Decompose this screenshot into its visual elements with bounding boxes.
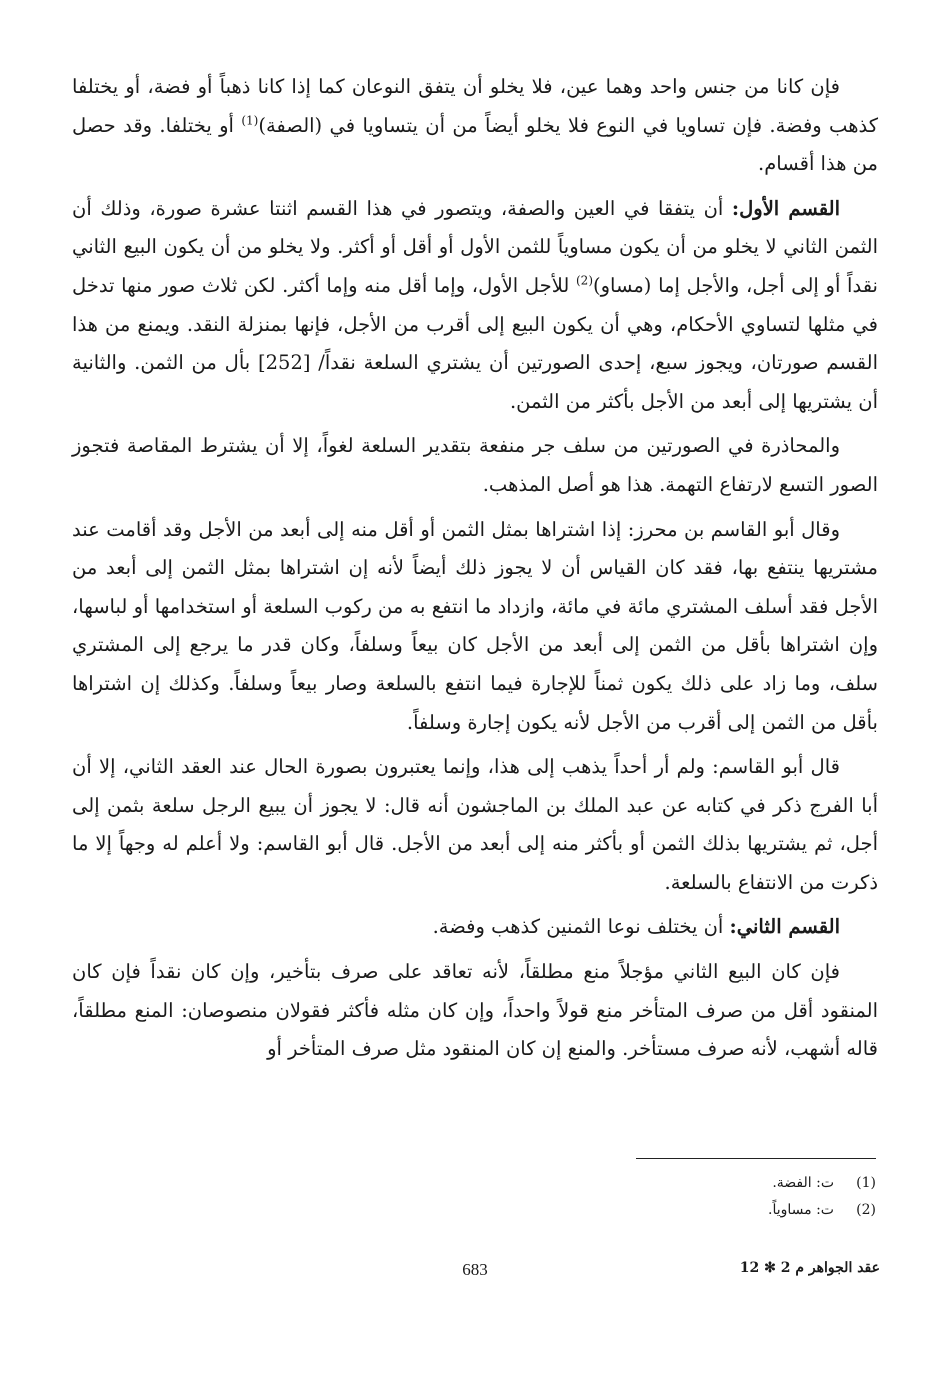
footnote-text: ت: مساوياً. <box>768 1202 834 1218</box>
footnote-ref-1: (1) <box>241 113 259 128</box>
footnote-1 <box>560 1170 876 1197</box>
footnote-number: (2) <box>856 1202 876 1218</box>
segment: أن يختلف نوعا الثمنين كذهب وفضة. <box>432 915 730 939</box>
segment: أن يتفقا في العين والصفة، ويتصور في هذا القسم اثنتا عشرة صورة، وذلك أن الثمن الثاني لا يخلو من أن يكون مساوياً للثمن الأول أو أقل أو أكثر. ولا يخلو من أن يكون البيع الثاني نقداً أو إلى أجل، والأجل إما (مساو) <box>72 196 878 297</box>
paragraph-6 <box>72 908 878 947</box>
paragraph-1 <box>72 68 878 184</box>
paragraph-7 <box>72 953 878 1069</box>
footnote-2 <box>560 1197 876 1224</box>
segment: قال أبو القاسم: ولم أر أحداً يذهب إلى هذا، وإنما يعتبرون بصورة الحال عند العقد الثاني، إلا أن أبا الفرج ذكر في كتابه عن عبد الملك بن الماجشون أنه قال: لا يجوز أن يبيع الرجل سلعة بثمن إلى أجل، ثم يشتريها بذلك الثمن أو بأكثر منه إلى أبعد من الأجل. قال أبو القاسم: ولا أعلم له وجهاً إلا ما ذكرت من الانتفاع بالسلعة. <box>72 755 878 894</box>
footnote-text: ت: الفضة. <box>772 1175 834 1191</box>
paragraph-5 <box>72 748 878 902</box>
section-title-first: القسم الأول: <box>731 196 841 220</box>
segment: فإن كان البيع الثاني مؤجلاً منع مطلقاً، لأنه تعاقد على صرف بتأخير، وإن كان نقداً فإن كان المنقود أقل من صرف المتأخر منع قولاً واحداً، وإن كان مثله فأكثر فقولان منصوصان: المنع مطلقاً، قاله أشهب، لأنه صرف مستأخر. والمنع إن كان المنقود مثل صرف المتأخر أو <box>72 960 878 1061</box>
segment: فإن كانا من جنس واحد وهما عين، فلا يخلو أن يتفق النوعان كما إذا كانا ذهباً أو فضة، أو يختلفا كذهب وفضة. فإن تساويا في النوع فلا يخلو أيضاً من أن يتساويا في (الصفة) <box>72 75 878 137</box>
section-title-second: القسم الثاني: <box>729 915 840 939</box>
segment: والمحاذرة في الصورتين من سلف جر منفعة بتقدير السلعة لغواً، إلا أن يشترط المقاصة فتجوز الصور التسع لارتفاع التهمة. هذا هو أصل المذهب. <box>72 434 878 496</box>
segment: وقال أبو القاسم بن محرز: إذا اشتراها بمثل الثمن أو أقل منه إلى أبعد من الأجل وقد أقامت عند مشتريها ينتفع بها، فقد كان القياس أن لا يجوز ذلك أيضاً لأنه إن اشتراها بمثل الثمن إلى أبعد من الأجل فقد أسلف المشتري مائة في مائة، وازداد ما انتفع به من ركوب السلعة أو استخدامها أو لباسها، وإن اشتراها بأقل من الثمن إلى أبعد من الأجل كان بيعاً وسلفاً، وكان قدر ما يرجع إلى المشتري سلف، وما زاد على ذلك يكون ثمناً للإجارة فيما انتفع بالسلعة وصار بيعاً وسلفاً. وكذلك إن اشتراها بأقل من الثمن إلى أقرب من الأجل لأنه يكون إجارة وسلفاً. <box>72 517 878 734</box>
page-number: 683 <box>462 1260 488 1279</box>
main-text <box>72 68 878 1075</box>
footnote-ref-2: (2) <box>575 273 593 288</box>
paragraph-2 <box>72 190 878 422</box>
paragraph-4 <box>72 511 878 743</box>
running-footer: عقد الجواهر م 2 ✻ 12 <box>739 1260 880 1276</box>
footnote-divider <box>636 1158 876 1159</box>
paragraph-3 <box>72 427 878 504</box>
footnote-number: (1) <box>856 1175 876 1191</box>
segment: أو يختلفا. وقد حصل من هذا أقسام. <box>72 113 878 176</box>
footnotes <box>560 1170 876 1224</box>
segment: للأجل الأول، وإما أقل منه وإما أكثر. لكن ثلاث صور منها تدخل في مثلها لتساوي الأحكام، وهي أن يكون البيع إلى أقرب من الأجل، فإنها بمنزلة النقد. ويمنع من هذا القسم صورتان، ويجوز سبع، إحدى الصورتين أن يشتري السلعة نقداً/ [252] بأل من الثمن. والثانية أن يشتريها إلى أبعد من الأجل بأكثر من الثمن. <box>72 273 878 413</box>
